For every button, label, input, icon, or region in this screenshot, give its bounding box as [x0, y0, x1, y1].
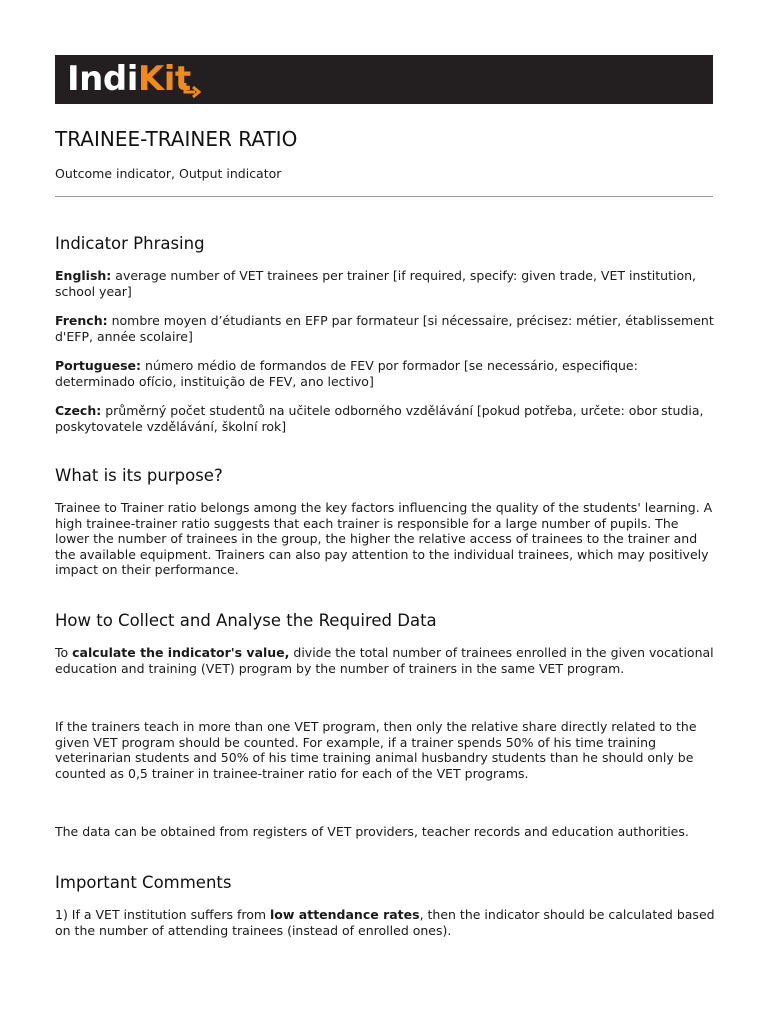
collect-paragraph-3: The data can be obtained from registers of VET providers, teacher records and education authorities. [55, 824, 689, 839]
divider [55, 196, 713, 197]
text-run: 1) If a VET institution suffers from [55, 907, 271, 922]
lang-label: English: [55, 268, 112, 283]
text-run: To [55, 645, 73, 660]
indikit-logo[interactable] [67, 59, 191, 99]
heading-collect-data: How to Collect and Analyse the Required Data [55, 611, 437, 630]
collect-paragraph-1 [55, 645, 715, 676]
phrasing-portuguese [55, 358, 715, 389]
bold-text: low attendance rates [270, 907, 420, 922]
comment-1 [55, 907, 715, 938]
phrasing-czech [55, 403, 715, 434]
phrasing-text: número médio de formandos de FEV por formador [se necessário, especifique: determinado ofício, instituição de FEV, ano lectivo] [55, 358, 638, 389]
collect-paragraph-2: If the trainers teach in more than one VET program, then only the relative share directly related to the given VET program should be counted. For example, if a trainer spends 50% of his time training veterinarian students and 50% of his time training animal husbandry students than he should only be counted as 0,5 trainer in trainee-trainer ratio for each of the VET programs. [55, 719, 697, 781]
lang-label: Portuguese: [55, 358, 142, 373]
heading-purpose: What is its purpose? [55, 466, 223, 485]
heading-important-comments: Important Comments [55, 873, 232, 892]
indicator-type: Outcome indicator, Output indicator [55, 166, 282, 181]
brand-banner [55, 55, 713, 104]
purpose-text: Trainee to Trainer ratio belongs among the key factors influencing the quality of the students' learning. A high trainee-trainer ratio suggests that each trainer is responsible for a large number of pupils. The lower the number of trainees in the group, the higher the relative access of trainees to the trainer and the available equipment. Trainers can also pay attention to the individual trainees, which may positively impact on their performance. [55, 500, 713, 578]
logo-text-indi: Indi [67, 59, 138, 99]
phrasing-french [55, 313, 715, 344]
lang-label: French: [55, 313, 108, 328]
lang-label: Czech: [55, 403, 102, 418]
phrasing-text: průměrný počet studentů na učitele odborného vzdělávání [pokud potřeba, určete: obor studia, poskytovatele vzdělávání, školní rok] [55, 403, 704, 434]
phrasing-text: nombre moyen d’étudiants en EFP par formateur [si nécessaire, précisez: métier, établissement d'EFP, année scolaire] [55, 313, 714, 344]
bold-text: calculate the indicator's value, [72, 645, 290, 660]
logo-text-kit: Kit [137, 59, 191, 99]
heading-indicator-phrasing: Indicator Phrasing [55, 234, 205, 253]
logo-arrow-icon [183, 81, 201, 99]
phrasing-text: average number of VET trainees per trainer [if required, specify: given trade, VET institution, school year] [55, 268, 696, 299]
page-title: TRAINEE-TRAINER RATIO [55, 127, 298, 151]
phrasing-english [55, 268, 715, 299]
text-run: divide the total number of trainees enrolled in the given vocational education and training (VET) program by the number of trainers in the same VET program. [55, 645, 714, 676]
text-run: , then the indicator should be calculated based on the number of attending trainees (instead of enrolled ones). [55, 907, 715, 938]
